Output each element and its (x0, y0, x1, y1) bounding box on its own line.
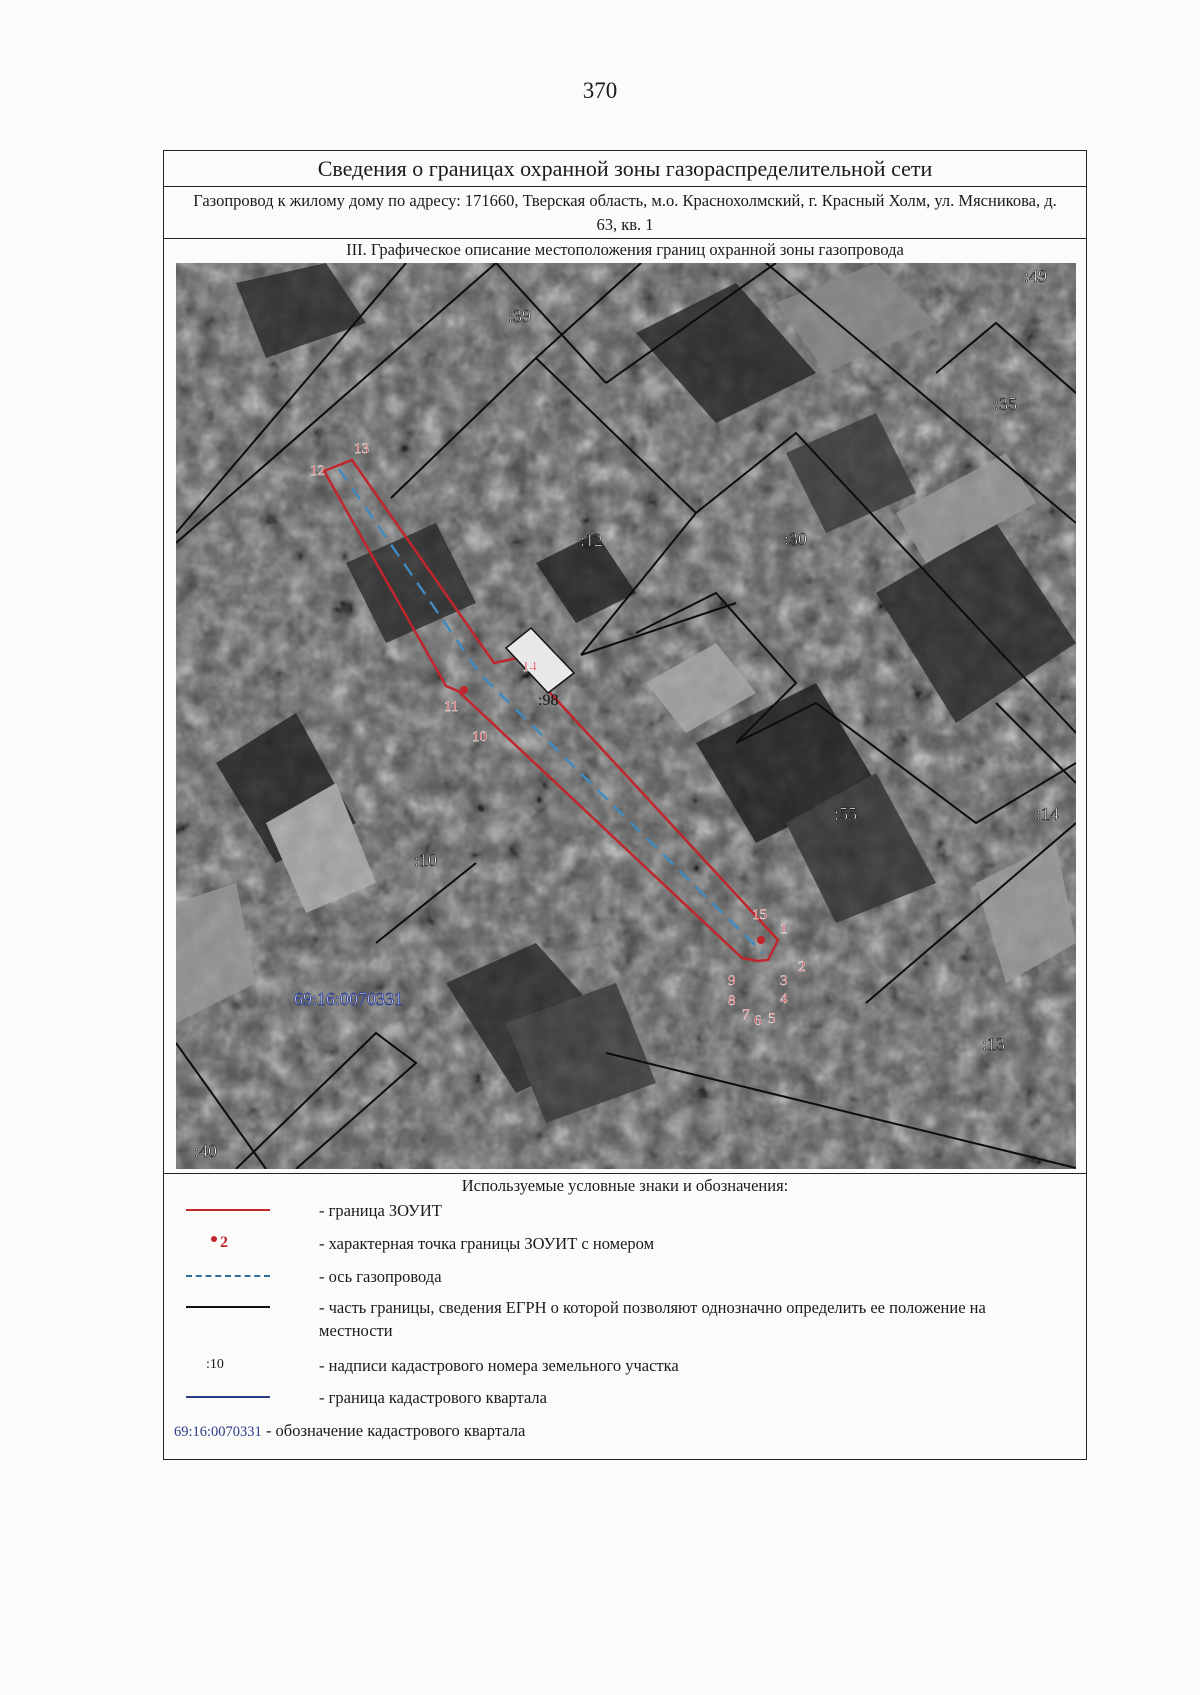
legend-item-lot-label (164, 1354, 1086, 1378)
point-label-4: 4 (780, 991, 788, 1007)
legend-text: - граница ЗОУИТ (319, 1201, 442, 1220)
quarter-label-sample: 69:16:0070331 (174, 1424, 262, 1440)
lot-label-30: :30 (784, 529, 808, 549)
legend-text: - часть границы, сведения ЕГРН о которой позволяют однозначно определить ее положение на местности (319, 1298, 986, 1340)
legend-item-zone-boundary (164, 1199, 1086, 1223)
point-label-2: 2 (798, 959, 806, 975)
document-frame (163, 150, 1087, 1460)
lot-label-39: :39 (508, 306, 532, 326)
point-label-11: 11 (444, 699, 459, 715)
point-label-5: 5 (768, 1011, 776, 1027)
page-number: 370 (582, 78, 618, 103)
lot-label-10: :10 (414, 850, 438, 870)
legend-text: - ось газопровода (319, 1267, 442, 1286)
lot-label-40: :40 (194, 1141, 218, 1161)
legend-text: - характерная точка границы ЗОУИТ с номером (319, 1234, 655, 1253)
lot-label-14: :14 (1036, 804, 1060, 824)
object-address: Газопровод к жилому дому по адресу: 171660, Тверская область, м.о. Краснохолмский, г. Красный Холм, ул. Мясникова, д. 63, кв. 1 (164, 187, 1086, 239)
red-line-symbol (176, 1199, 286, 1221)
lot-label-13: :13 (982, 1034, 1006, 1054)
point-label-13: 13 (354, 441, 369, 457)
dashed-line-symbol (176, 1265, 286, 1287)
legend-item-point (164, 1232, 1086, 1256)
point-label-6: 6 (754, 1013, 762, 1029)
point-label-10: 10 (472, 729, 487, 745)
point-symbol (176, 1232, 286, 1254)
point-label-9: 9 (728, 973, 736, 989)
lot-label-98: :98 (538, 692, 559, 709)
lot-label-49: :49 (1024, 266, 1048, 286)
legend-text: - обозначение кадастрового квартала (265, 1421, 526, 1440)
lot-label-12: :12 (580, 530, 604, 550)
aerial-map (176, 263, 1076, 1169)
legend-text: - надписи кадастрового номера земельного участка (319, 1356, 679, 1375)
legend (164, 1173, 1086, 1461)
point-label-8: 8 (728, 993, 736, 1009)
point-label-1: 1 (780, 921, 788, 937)
section-heading: III. Графическое описание местоположения границ охранной зоны газопровода (346, 240, 904, 259)
legend-item-quarter-label (164, 1419, 1086, 1443)
legend-item-axis (164, 1265, 1086, 1289)
point-label-14: 14 (522, 659, 537, 675)
legend-title: Используемые условные знаки и обозначения: (461, 1176, 789, 1195)
blue-line-symbol (176, 1386, 286, 1408)
lot-label-symbol (176, 1354, 286, 1376)
quarter-label: 69:16:0070331 (294, 989, 404, 1009)
document-title: Сведения о границах охранной зоны газораспределительной сети (164, 151, 1086, 187)
map-canvas (176, 263, 1076, 1169)
legend-item-quarter-boundary (164, 1386, 1086, 1410)
point-label-3: 3 (780, 973, 788, 989)
black-line-symbol (176, 1296, 286, 1318)
point-label-7: 7 (742, 1007, 750, 1023)
legend-text: - граница кадастрового квартала (319, 1388, 547, 1407)
point-label-12: 12 (310, 463, 325, 479)
legend-quarter-line (174, 1419, 1054, 1444)
point-label-15: 15 (752, 907, 767, 923)
point-sample: 2 (220, 1234, 228, 1251)
legend-item-parcel-boundary (164, 1296, 1086, 1342)
lot-label-sample: :10 (206, 1357, 224, 1372)
lot-label-35: :35 (994, 394, 1018, 414)
lot-label-55: :55 (834, 804, 858, 824)
